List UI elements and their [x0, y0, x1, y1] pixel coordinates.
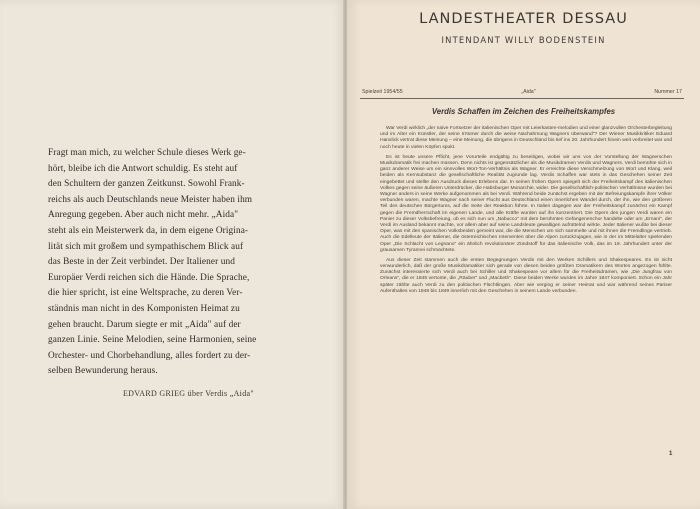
article-paragraph: War Verdi wirklich „der naive Fortsetzer der italienischen Oper mit Leierkasten-melodien und einer glanzvollen Orchesterbegleitung und im Alter ein Künstler, der seine Irrtümer durch die weise Nachahmung Wagners überwand"? Der Wiener Musikkritiker Eduard Hanslick vertrat diese Meinung – eine Meinung, die übrigens in Deutschland bis tief ins 20. Jahrhundert hinein weit verbreitet war und noch heute in vielen Köpfen spukt. — [380, 126, 672, 150]
production-label: „Aida" — [521, 89, 536, 95]
masthead-subtitle: INTENDANT WILLY BODENSTEIN — [441, 35, 606, 45]
quote-line: steht als ein Meisterwerk da, in dem eigene Origina- — [48, 225, 249, 236]
quote-line: Orchester- und Chorbehandlung, alles fordert zu der- — [48, 350, 251, 361]
season-label: Spielzeit 1954/55 — [362, 89, 403, 95]
quote-line: den Schultern der ganzen Zeitkunst. Sowohl Frank- — [48, 179, 245, 190]
quote-text — [48, 146, 310, 380]
quote-line: gehen braucht. Darum siegte er mit „Aida" auf der — [48, 319, 241, 330]
page-number: 1 — [669, 451, 673, 457]
masthead-title: LANDESTHEATER DESSAU — [419, 11, 628, 27]
right-page — [347, 0, 700, 509]
article-paragraph: Es ist heute unsere Pflicht, jene Vorurteile endgültig zu beseitigen, wobei wir uns von der Vorstellung der Wagnerschen Musikdramatik frei machen müssen. Denn nichts ist gegensätzlicher als die Musikdramen Verdis und Wagners. Verdi bemühte sich in ganz anderer Weise um ein sinnvolles Wort-Ton-Verhältnis als Wagner. Er erreichte diese Verschmelzung von Wort und Klang, weil beiden als Kernsubstanz die gesellschaftliche Realität zugrunde lag. Verdis Schaffen war stets in das Geschehen seiner Zeit eingebettet und stellte den Ausdruck dieses Erlebens dar. In seinen frühen Opern spiegelt sich der Freiheitskampf des italienischen Volkes gegen seine äußeren Unterdrücker, die Habsburger Monarchie, wider. Die gesellschaftlich-politischen Verhältnisse wurden bei Wagner anders in seine Werke aufgenommen als bei Verdi. Während beide zunächst ergeben mit der Befreiungskampfe ihrer Völker verbunden waren, machte Wagner nach seiner Flucht aus Deutschland einen innerlichen Wandel durch, der ihn, wie den größeren Teil des deutschen Bürgertums, auf die Seite der Reaktion führte. In Italien dagegen war der Freiheitskampf zunächst ein Kampf gegen die Fremdherrschaft im eigenen Lande, und alle Kräfte wurden auf ihn konzentriert. Die Opern des jungen Verdi waren ein Panier zu dieser Volksbefreiung, ob es sich nun um „Nabucco" mit dem berühmten Gefangenenchor handelte oder um „Ernani", der Verdi im Ausland bekannt machte, vor allem aber auf seine Landsleute gewaltigen aufrüttelnd wirkte. Jeder Italiener wußte bei dieser Oper, was mit den spanischen Volksbeiden gemeint war, die die Menschen um sich sammelte und mit ihnen die Fremdlinge vertrieb. Auch die Edelleute der Italiener, die österreichischen Interventen über die Alpen zurückzujagen, wie in der im Mittelalter spielenden Oper „Die Schlacht von Legnano" ein ähnlich revolutionärer Zündstoff für das italienische Volk, das im 19. Jahrhundert unter der grausamen Tyrannei schmachtete. — [380, 154, 672, 253]
quote-line: Fragt man mich, zu welcher Schule dieses Werk ge- — [48, 148, 246, 158]
quote-line: selben Bewunderung heraus. — [48, 366, 158, 377]
quote-line: lität sich mit großem und sympathischem Blick auf — [48, 241, 244, 252]
article-paragraph: Aus dieser Zeit stammen auch die ersten Begegnungen Verdis mit den Werken Schillers und Shakespeares. Es ist nicht verwunderlich, daß der große Musikdramatiker sich gerade von diesen beiden größten Dramatikern des Wortes angezogen fühlte. Zunächst interessierte sich Verdi auch bei Schiller und Shakespeare vor allem für die Freiheitsdramen, wie „Die Jungfrau von Orleans", die er 1845 vertonte, die „Räuber" und „Macbeth". Diese beiden Werke wurden im Jahre 1847 komponiert. Schon ein Jahr später zählte auch Verdi zu den politischen Flüchtlingen. Aber wie verging er seiner Heimat und war während seines Pariser Aufenthaltes von 1848 bis 1849 innerlich mit den Geschehen in seinem Lande verbunden. — [380, 257, 672, 294]
quote-line: ganzen Linie. Seine Melodien, seine Harmonien, seine — [48, 335, 257, 346]
issue-number: Nummer 17 — [654, 89, 682, 95]
quote-line: Europäer Verdi reichen sich die Hände. Die Sprache, — [48, 272, 250, 283]
article-title: Verdis Schaffen im Zeichen des Freiheitskampfes — [431, 107, 616, 116]
issue-meta-row — [362, 89, 682, 95]
article-body — [380, 126, 672, 299]
grieg-quote — [48, 146, 310, 380]
quote-line: hört, bleibe ich die Antwort schuldig. Es steht auf — [48, 163, 238, 174]
quote-line: die hier spricht, ist eine Weltsprache, zu deren Ver- — [48, 288, 243, 299]
quote-line: Anregung gegeben. Aber auch nicht mehr. „Aida" — [48, 210, 239, 221]
header-rule — [360, 98, 684, 99]
quote-line: das Beste in der Zeit verbindet. Der Italiener und — [48, 257, 235, 268]
left-page — [0, 0, 346, 509]
quote-line: ständnis man nicht in des Komponisten Heimat zu — [48, 303, 240, 314]
quote-line: reichs als auch Deutschlands neue Meister haben ihm — [48, 194, 253, 205]
quote-attribution: EDVARD GRIEG über Verdis „Aida" — [123, 389, 254, 398]
